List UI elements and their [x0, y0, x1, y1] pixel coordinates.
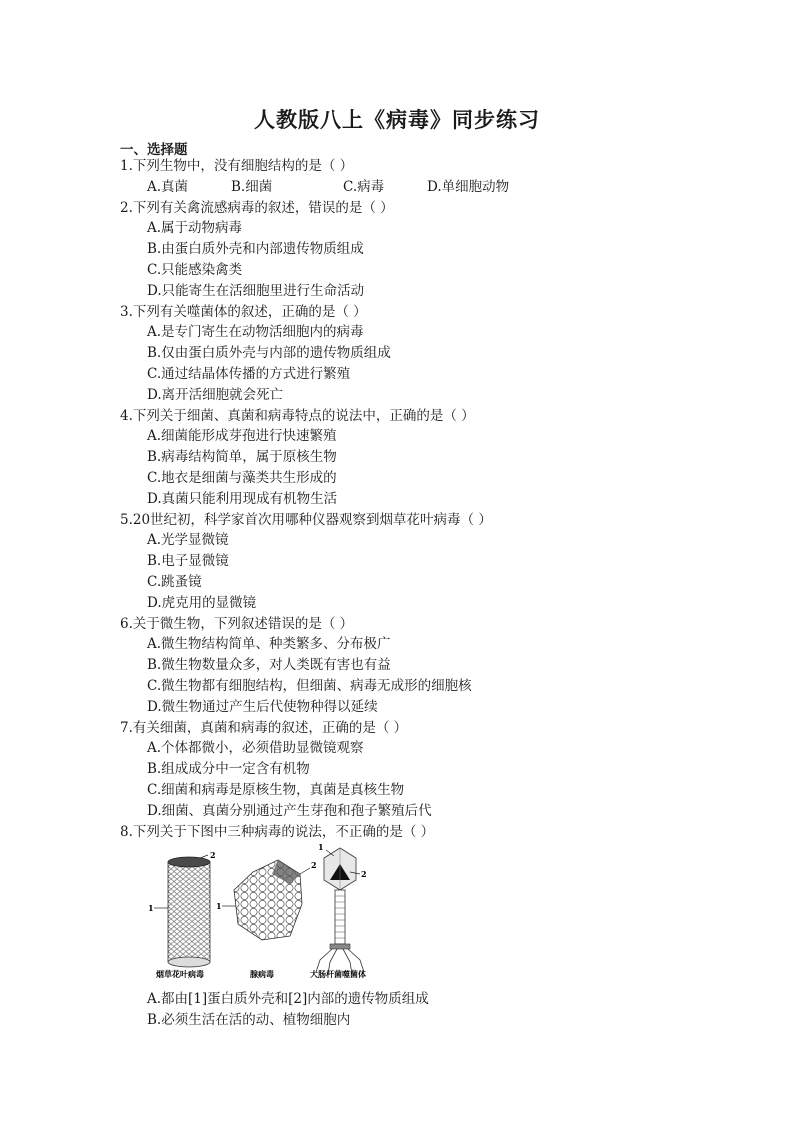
- marker-2: 2: [361, 869, 367, 880]
- question-stem: 8.下列关于下图中三种病毒的说法，不正确的是（ ）: [120, 823, 435, 840]
- adenovirus-drawing: [222, 860, 310, 940]
- option: A.都由[1]蛋白质外壳和[2]内部的遗传物质组成: [147, 991, 429, 1008]
- bacteriophage-drawing: [316, 848, 364, 974]
- q8-options: [120, 989, 680, 1031]
- option: D.单细胞动物: [427, 178, 510, 195]
- question-stem: 6.关于微生物，下列叙述错误的是（ ）: [120, 615, 354, 632]
- option: D.离开活细胞就会死亡: [147, 386, 284, 403]
- question-stem: 3.下列有关噬菌体的叙述，正确的是（ ）: [120, 303, 367, 320]
- option: C.跳蚤镜: [147, 573, 202, 590]
- virus-diagram: [150, 844, 420, 981]
- option: B.微生物数量众多，对人类既有害也有益: [147, 657, 391, 674]
- marker-1: 1: [318, 842, 324, 853]
- option-row: [120, 177, 680, 198]
- option: C.病毒: [343, 178, 385, 195]
- question-list: [120, 156, 680, 1031]
- marker-2: 2: [210, 850, 216, 861]
- tobacco-mosaic-virus-drawing: [154, 855, 210, 967]
- option: A.微生物结构简单、种类繁多、分布极广: [147, 636, 391, 653]
- marker-1: 1: [148, 903, 154, 914]
- marker-1: 1: [216, 901, 222, 912]
- marker-2: 2: [311, 860, 317, 871]
- option: C.微生物都有细胞结构，但细菌、病毒无成形的细胞核: [147, 677, 472, 694]
- option: D.虎克用的显微镜: [147, 594, 257, 611]
- question-stem: 1.下列生物中，没有细胞结构的是（ ）: [120, 158, 354, 174]
- option: D.微生物通过产生后代使物种得以延续: [147, 698, 378, 715]
- option: D.细菌、真菌分别通过产生芽孢和孢子繁殖后代: [147, 802, 432, 819]
- option: B.由蛋白质外壳和内部遗传物质组成: [147, 241, 364, 258]
- option: B.仅由蛋白质外壳与内部的遗传物质组成: [147, 345, 391, 362]
- option: A.属于动物病毒: [147, 220, 243, 237]
- option: C.只能感染禽类: [147, 261, 243, 278]
- option: A.光学显微镜: [147, 532, 229, 549]
- option: C.通过结晶体传播的方式进行繁殖: [147, 365, 351, 382]
- caption-bacteriophage: 大肠杆菌噬菌体: [310, 969, 366, 980]
- caption-tobacco-mosaic-virus: 烟草花叶病毒: [156, 969, 204, 980]
- option: B.必须生活在活的动、植物细胞内: [147, 1012, 351, 1029]
- question-stem: 7.有关细菌，真菌和病毒的叙述，正确的是（ ）: [120, 719, 408, 736]
- option: C.地衣是细菌与藻类共生形成的: [147, 469, 337, 486]
- option: A.细菌能形成芽孢进行快速繁殖: [147, 428, 337, 445]
- option: A.个体都微小，必须借助显微镜观察: [147, 740, 364, 757]
- page-title: 人教版八上《病毒》同步练习: [254, 107, 540, 132]
- virus-figure: [150, 844, 680, 981]
- option: A.真菌: [147, 178, 189, 195]
- option: B.细菌: [231, 178, 273, 195]
- section-heading: 一、选择题: [120, 142, 188, 158]
- caption-adenovirus: 腺病毒: [250, 969, 274, 980]
- option: C.细菌和病毒是原核生物，真菌是真核生物: [147, 781, 405, 798]
- question-stem: 4.下列关于细菌、真菌和病毒特点的说法中，正确的是（ ）: [120, 407, 475, 424]
- question-stem: 5.20世纪初，科学家首次用哪种仪器观察到烟草花叶病毒（ ）: [120, 511, 492, 528]
- option: B.组成成分中一定含有机物: [147, 761, 310, 778]
- option: B.电子显微镜: [147, 553, 229, 570]
- option: B.病毒结构简单，属于原核生物: [147, 449, 337, 466]
- option: A.是专门寄生在动物活细胞内的病毒: [147, 324, 364, 341]
- option: D.只能寄生在活细胞里进行生命活动: [147, 282, 365, 299]
- option: D.真菌只能利用现成有机物生活: [147, 490, 338, 507]
- question-stem: 2.下列有关禽流感病毒的叙述，错误的是（ ）: [120, 199, 394, 216]
